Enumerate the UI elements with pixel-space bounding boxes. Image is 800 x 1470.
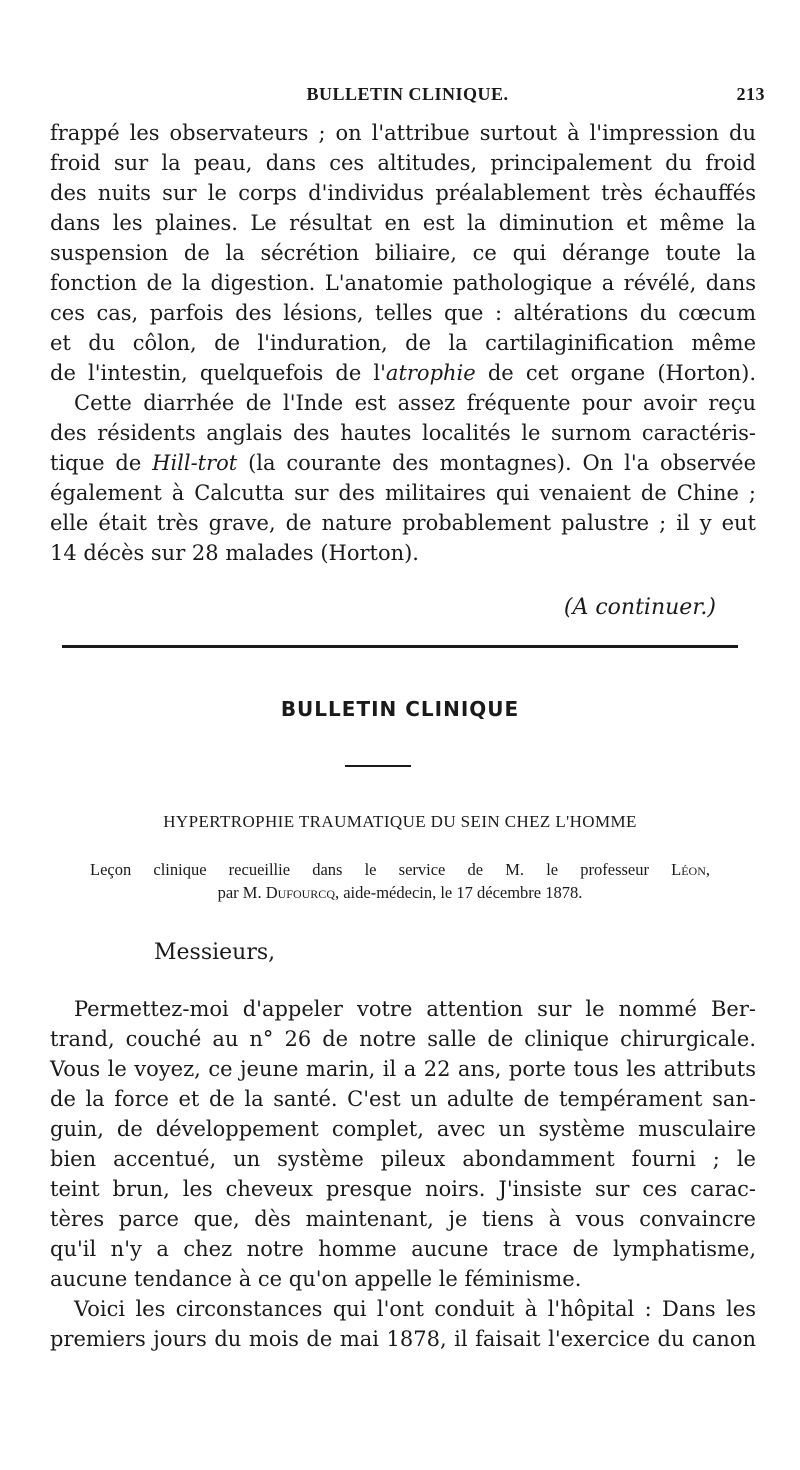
- previous-article-text: [50, 118, 756, 568]
- text-run: Leçon clinique recueillie dans le service de M. le professeur: [90, 860, 672, 879]
- text-run: (la courante des montagnes). On l'a observée: [237, 451, 757, 475]
- text-line: et du côlon, de l'induration, de la cartilaginification même: [50, 331, 756, 355]
- text-run: ,: [705, 860, 710, 879]
- text-line: tères parce que, dès maintenant, je tiens à vous convaincre: [50, 1207, 756, 1231]
- running-head: [50, 84, 765, 112]
- text-line: qu'il n'y a chez notre homme aucune trace de lymphatisme,: [50, 1237, 756, 1261]
- text-line: Vous le voyez, ce jeune marin, il a 22 ans, porte tous les attributs: [50, 1057, 756, 1081]
- text-run: , aide-médecin, le 17 décembre 1878.: [334, 883, 583, 902]
- italic-word: Hill-trot: [152, 451, 238, 475]
- text-line: premiers jours du mois de mai 1878, il faisait l'exercice du canon: [50, 1327, 756, 1351]
- running-title: BULLETIN CLINIQUE.: [306, 84, 509, 104]
- text-line: trand, couché au n° 26 de notre salle de clinique chirurgicale.: [50, 1027, 756, 1051]
- text-line: Cette diarrhée de l'Inde est assez fréquente pour avoir reçu: [74, 391, 756, 415]
- article-body: [50, 994, 756, 1354]
- text-line: dans les plaines. Le résultat en est la diminution et même la: [50, 211, 756, 235]
- text-line: elle était très grave, de nature probablement palustre ; il y eut: [50, 511, 756, 535]
- text-line: [50, 448, 756, 478]
- text-run: tique de: [50, 451, 153, 475]
- byline-line: [90, 858, 710, 881]
- byline-line: [90, 881, 710, 904]
- continuation-note: (A continuer.): [563, 595, 716, 620]
- text-line: guin, de développement complet, avec un système musculaire: [50, 1117, 756, 1141]
- text-line: également à Calcutta sur des militaires qui venaient de Chine ;: [50, 481, 756, 505]
- text-line: de la force et de la santé. C'est un adulte de tempérament san-: [50, 1087, 756, 1111]
- author-name: Dufourcq: [265, 883, 335, 902]
- text-line: aucune tendance à ce qu'on appelle le féminisme.: [50, 1267, 582, 1291]
- text-line: frappé les observateurs ; on l'attribue surtout à l'impression du: [50, 121, 756, 145]
- section-heading: BULLETIN CLINIQUE: [280, 697, 520, 721]
- text-line: des résidents anglais des hautes localités le surnom caractéris-: [50, 421, 756, 445]
- section-divider: [62, 645, 738, 648]
- text-line: bien accentué, un système pileux abondamment fourni ; le: [50, 1147, 756, 1171]
- article-title: HYPERTROPHIE TRAUMATIQUE DU SEIN CHEZ L'HOMME: [163, 812, 637, 831]
- text-line: froid sur la peau, dans ces altitudes, principalement du froid: [50, 151, 756, 175]
- italic-word: atrophie: [385, 361, 476, 385]
- text-line: 14 décès sur 28 malades (Horton).: [50, 541, 419, 565]
- text-line: ces cas, parfois des lésions, telles que : altérations du cœcum: [50, 301, 756, 325]
- text-run: de l'intestin, quelquefois de l': [50, 361, 386, 385]
- salutation: Messieurs,: [154, 940, 276, 965]
- text-run: par M.: [217, 883, 266, 902]
- text-line: Permettez-moi d'appeler votre attention sur le nommé Ber-: [74, 997, 756, 1021]
- heading-rule: [345, 765, 411, 767]
- page-number: 213: [736, 84, 765, 104]
- text-line: des nuits sur le corps d'individus préalablement très échauffés: [50, 181, 756, 205]
- text-line: Voici les circonstances qui l'ont conduit à l'hôpital : Dans les: [74, 1297, 756, 1321]
- professor-name: Léon: [671, 860, 706, 879]
- text-line: [50, 358, 756, 388]
- text-line: teint brun, les cheveux presque noirs. J'insiste sur ces carac-: [50, 1177, 756, 1201]
- text-line: suspension de la sécrétion biliaire, ce qui dérange toute la: [50, 241, 756, 265]
- text-line: fonction de la digestion. L'anatomie pathologique a révélé, dans: [50, 271, 756, 295]
- lecture-byline: [90, 858, 710, 904]
- text-run: de cet organe (Horton).: [475, 361, 756, 385]
